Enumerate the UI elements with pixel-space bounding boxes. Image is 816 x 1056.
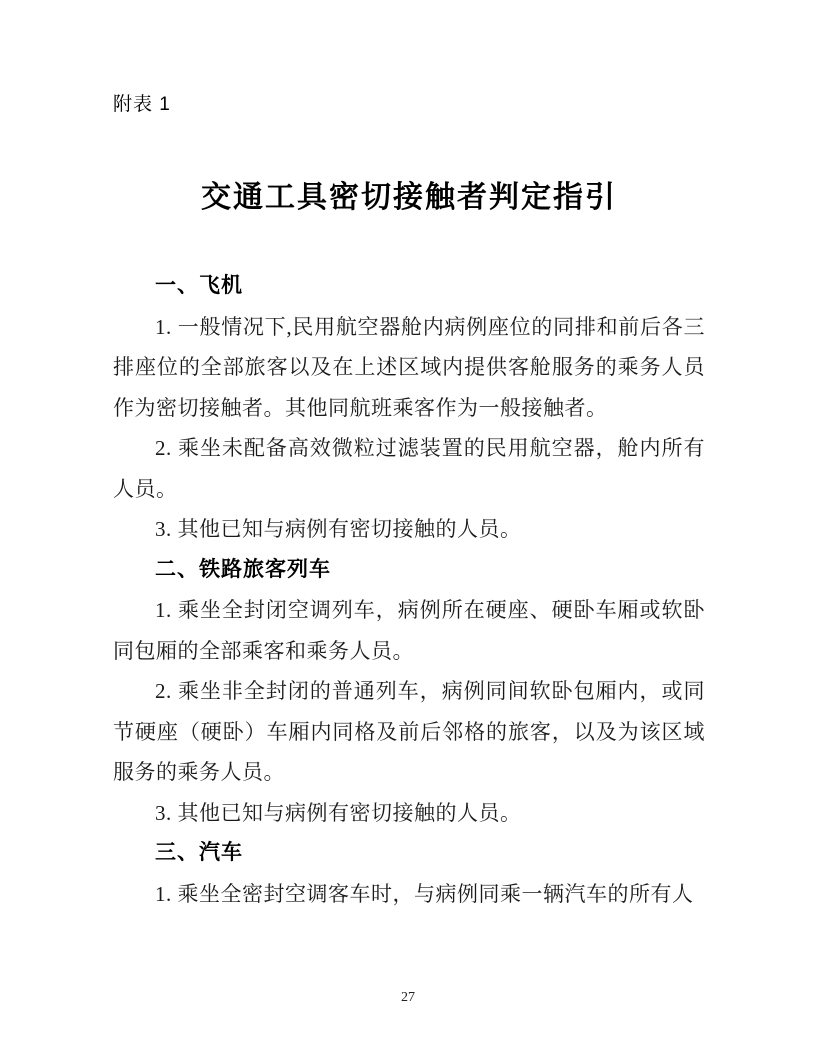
page-number: 27 bbox=[401, 990, 415, 1005]
paragraph: 2. 乘坐非全封闭的普通列车，病例同间软卧包厢内，或同节硬座（硬卧）车厢内同格及前后邻格的旅客，以及为该区域服务的乘务人员。 bbox=[113, 679, 705, 784]
section-aircraft bbox=[113, 266, 705, 550]
document-title: 交通工具密切接触者判定指引 bbox=[201, 181, 617, 214]
paragraph: 1. 一般情况下,民用航空器舱内病例座位的同排和前后各三排座位的全部旅客以及在上述区域内提供客舱服务的乘务人员作为密切接触者。其他同航班乘客作为一般接触者。 bbox=[113, 314, 705, 420]
document-body bbox=[113, 266, 705, 914]
paragraph: 1. 乘坐全封闭空调列车，病例所在硬座、硬卧车厢或软卧同包厢的全部乘客和乘务人员。 bbox=[113, 598, 705, 663]
paragraph: 2. 乘坐未配备高效微粒过滤装置的民用航空器，舱内所有人员。 bbox=[113, 436, 705, 501]
section-automobile bbox=[113, 833, 705, 914]
paragraph: 1. 乘坐全密封空调客车时，与病例同乘一辆汽车的所有人 bbox=[155, 881, 694, 906]
section-heading-aircraft: 一、飞机 bbox=[155, 274, 243, 297]
paragraph: 3. 其他已知与病例有密切接触的人员。 bbox=[155, 517, 522, 541]
section-heading-automobile: 三、汽车 bbox=[155, 841, 243, 864]
section-railway bbox=[113, 550, 705, 834]
document-content bbox=[113, 0, 705, 914]
paragraph: 3. 其他已知与病例有密切接触的人员。 bbox=[155, 800, 522, 825]
appendix-label: 附表 1 bbox=[113, 94, 171, 115]
section-heading-railway: 二、铁路旅客列车 bbox=[155, 557, 331, 581]
